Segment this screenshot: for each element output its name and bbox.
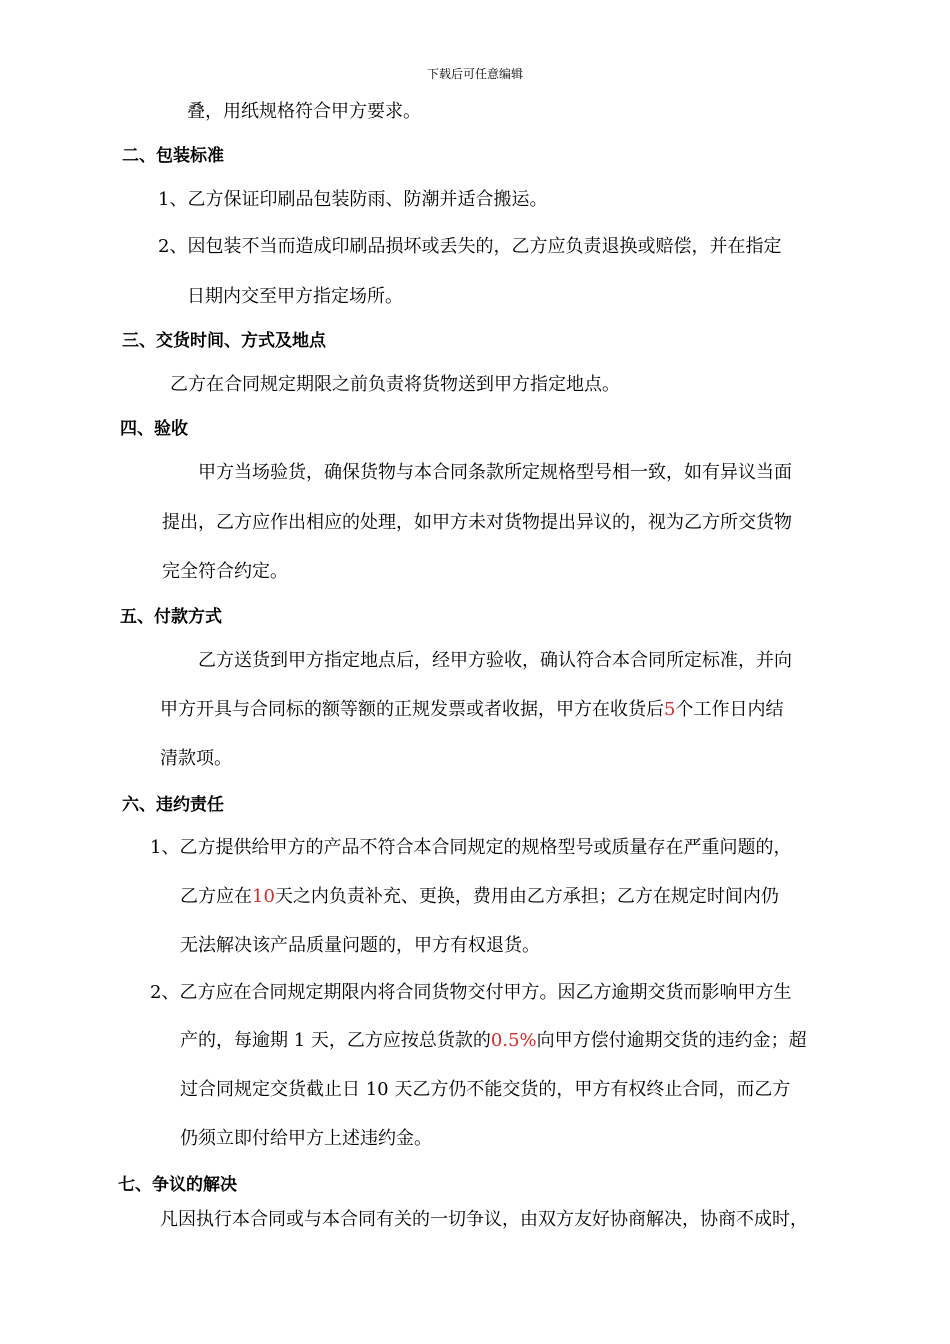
text-line: 叠，用纸规格符合甲方要求。	[187, 101, 421, 122]
text-line: 无法解决该产品质量问题的，甲方有权退货。	[180, 935, 540, 956]
text-line: 日期内交至甲方指定场所。	[187, 286, 403, 307]
text-segment: 个工作日内结	[675, 699, 784, 720]
text-line	[180, 1028, 807, 1054]
text-segment: 乙方应在	[180, 886, 252, 907]
text-line: 清款项。	[160, 748, 232, 769]
text-line: 1、乙方提供给甲方的产品不符合本合同规定的规格型号或质量存在严重问题的，	[150, 837, 792, 858]
section-heading-disputes: 七、争议的解决	[118, 1175, 237, 1195]
text-line: 乙方在合同规定期限之前负责将货物送到甲方指定地点。	[170, 374, 620, 395]
text-line	[180, 884, 779, 910]
text-line: 乙方送货到甲方指定地点后，经甲方验收，确认符合本合同所定标准，并向	[198, 650, 792, 671]
text-line: 提出，乙方应作出相应的处理，如甲方未对货物提出异议的，视为乙方所交货物	[162, 512, 792, 533]
highlighted-number: 5	[664, 699, 676, 720]
text-segment: 天之内负责补充、更换，费用由乙方承担；乙方在规定时间内仍	[274, 886, 779, 907]
text-line: 2、因包装不当而造成印刷品损坏或丢失的，乙方应负责退换或赔偿，并在指定	[158, 236, 782, 257]
section-heading-acceptance: 四、验收	[120, 419, 188, 439]
section-heading-delivery: 三、交货时间、方式及地点	[122, 331, 326, 351]
highlighted-number: 10	[252, 886, 275, 907]
text-segment: 甲方开具与合同标的额等额的正规发票或者收据，甲方在收货后	[160, 699, 664, 720]
section-heading-liability: 六、违约责任	[122, 795, 224, 815]
page-header: 下载后可任意编辑	[426, 67, 523, 81]
text-line: 2、乙方应在合同规定期限内将合同货物交付甲方。因乙方逾期交货而影响甲方生	[150, 982, 792, 1003]
text-line: 完全符合约定。	[162, 561, 288, 582]
highlighted-number: 0.5%	[490, 1030, 537, 1051]
section-heading-payment: 五、付款方式	[120, 607, 222, 627]
section-heading-packaging: 二、包装标准	[122, 146, 224, 166]
text-line: 凡因执行本合同或与本合同有关的一切争议，由双方友好协商解决，协商不成时，	[160, 1209, 808, 1230]
text-segment: 向甲方偿付逾期交货的违约金；超	[536, 1030, 807, 1051]
text-line: 甲方当场验货，确保货物与本合同条款所定规格型号相一致，如有异议当面	[198, 462, 792, 483]
text-line: 过合同规定交货截止日 10 天乙方仍不能交货的，甲方有权终止合同，而乙方	[180, 1079, 791, 1100]
text-line: 仍须立即付给甲方上述违约金。	[180, 1128, 432, 1149]
text-line: 1、乙方保证印刷品包装防雨、防潮并适合搬运。	[158, 189, 548, 210]
text-line	[160, 697, 783, 723]
text-segment: 产的，每逾期 1 天，乙方应按总货款的	[180, 1030, 491, 1051]
